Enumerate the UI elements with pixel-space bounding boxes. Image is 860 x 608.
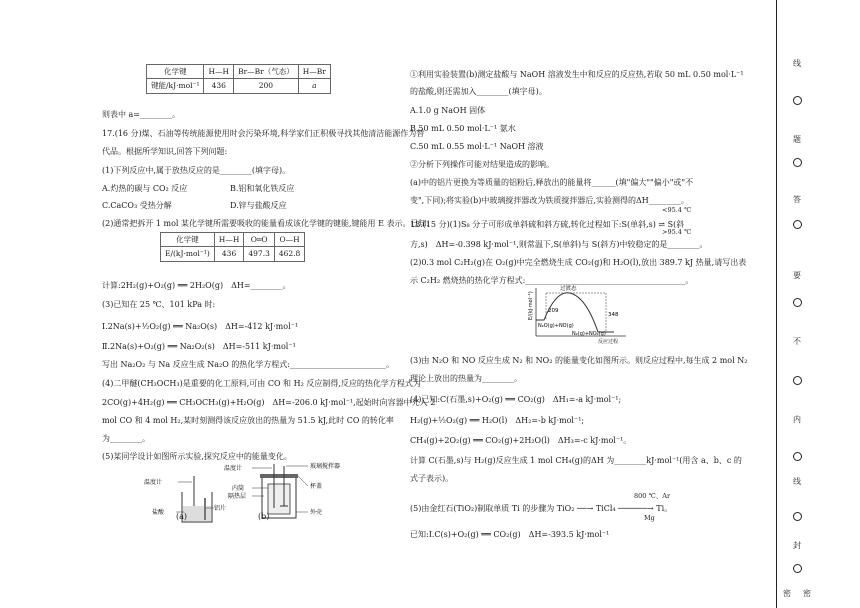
products-label: N₂(g)+NO₂(g) (572, 331, 606, 337)
label-hydrochloric-acid: 盐酸 (152, 509, 165, 516)
label-thermometer: 温度计 (224, 465, 243, 472)
text-line: 的盐酸,则还需加入________(填字母)。 (410, 87, 547, 96)
binding-hole (793, 298, 802, 307)
text-line: 示 C₂H₂ 燃烧热的热化学方程式:________________________________________。 (410, 276, 694, 285)
text-line: 为________。 (102, 434, 150, 443)
text-line: 则表中 a=________。 (102, 110, 181, 119)
label-inner-cup: 内筒 (232, 485, 245, 492)
figure-a-caption: (a) (176, 512, 188, 521)
bond-energy-table-2 (160, 232, 305, 262)
ea2-value-label: 348 (608, 312, 619, 318)
table2-header: O═O (244, 233, 274, 247)
equation-line: 计算:2H₂(g)+O₂(g) ══ 2H₂O(g) ΔH=________。 (102, 281, 291, 290)
equation-line: H₂(g)+½O₂(g) ══ H₂O(l) ΔH₂=-b kJ·mol⁻¹; (410, 416, 585, 425)
equation-line: (4)已知:C(石墨,s)+O₂(g) ══ CO₂(g) ΔH₁=-a kJ·mol⁻¹; (410, 395, 622, 404)
text-line: 计算 C(石墨,s)与 H₂(g)反应生成 1 mol CH₄(g)的ΔH 为________kJ·mol⁻¹(用含 a、b、c 的 (410, 456, 742, 465)
text-line: 写出 Na₂O₂ 与 Na 反应生成 Na₂O 的热化学方程式:________________________。 (102, 360, 394, 369)
binding-hole (793, 220, 802, 229)
option-c: C.CaCO₃ 受热分解 (102, 201, 172, 210)
option-d: D.锌与盐酸反应 (230, 201, 287, 210)
energy-profile-diagram (514, 284, 630, 344)
label-glass-stirrer: 玻璃搅拌器 (310, 463, 341, 470)
table1-cell: 436 (204, 79, 234, 93)
table2-row-label: E/(kJ·mol⁻¹) (161, 247, 215, 261)
table1-header: 化学键 (147, 65, 204, 79)
margin-char: 要 (793, 271, 801, 280)
table1-header: H—H (204, 65, 234, 79)
table2-header: O—H (274, 233, 304, 247)
question-18-heading: 18.(15 分)(1)S₈ 分子可形成单斜硫和斜方硫,转化过程如下:S(单斜,s) ⇌ S(斜 (410, 220, 685, 229)
text-line: 式子表示)。 (410, 474, 454, 483)
margin-char: 密 (783, 589, 791, 598)
text-line: ①利用实验装置(b)测定盐酸与 NaOH 溶液发生中和反应的反应热,若取 50 mL 0.50 mol·L⁻¹ (410, 70, 744, 79)
text-line: (5)由金红石(TiO₂)制取单质 Ti 的步骤为 TiO₂ ──→ TiCl₄ ──────→ Ti。 (410, 504, 673, 513)
question-17-heading: 17.(16 分)煤、石油等传统能源使用时会污染环境,科学家们正积极寻找其他清洁能源作为替 (102, 129, 425, 138)
ti-condition-top: 800 ℃、Ar (634, 492, 671, 500)
table2-cell: 436 (214, 247, 244, 261)
equation-line: CH₄(g)+2O₂(g) ══ CO₂(g)+2H₂O(l) ΔH₃=-c kJ·mol⁻¹。 (410, 436, 632, 445)
option-c: C.50 mL 0.55 mol·L⁻¹ NaOH 溶液 (410, 142, 544, 151)
text-line: mol CO 和 4 mol H₂,某时刻测得该反应放出的热量为 51.5 kJ,此时 CO 的转化率 (102, 416, 394, 425)
margin-char: 答 (793, 195, 801, 204)
reaction-progress-label: 反应过程 (598, 339, 619, 344)
text-line: (5)某同学设计如图所示实验,探究反应中的能量变化。 (102, 452, 292, 461)
label-outer-shell: 外壳 (310, 509, 323, 516)
margin-char: 封 (793, 541, 801, 550)
table1-row-label: 键能/kJ·mol⁻¹ (147, 79, 204, 93)
text-line: (3)由 N₂O 和 NO 反应生成 N₂ 和 NO₂ 的能量变化如图所示。则反应过程中,每生成 2 mol N₂ (410, 356, 748, 365)
binding-hole (793, 564, 802, 573)
text-line: (4)二甲醚(CH₃OCH₃)是重要的化工原料,可由 CO 和 H₂ 反应制得,反应的热化学方程式为 (102, 379, 421, 388)
equation-line: 已知:Ⅰ.C(s)+O₂(g) ══ CO₂(g) ΔH=-393.5 kJ·mol⁻¹ (410, 530, 610, 539)
margin-char: 内 (793, 415, 801, 424)
label-lid: 杯盖 (310, 483, 323, 490)
apparatus-b-figure (220, 462, 344, 522)
margin-char: 线 (793, 59, 801, 68)
figure-b-caption: (b) (258, 512, 270, 521)
text-line: 方,s) ΔH=-0.398 kJ·mol⁻¹,则常温下,S(单斜)与 S(斜方)中较稳定的是________。 (410, 240, 708, 249)
text-line: (2)通常把拆开 1 mol 某化学键所需要吸收的能量看成该化学键的键能,键能用 E 表示。已知: (102, 219, 430, 228)
bond-energy-table-1 (146, 64, 331, 94)
margin-char: 不 (793, 337, 801, 346)
text-line: 变",下同);将实验(b)中玻璃搅拌器改为铁质搅拌器后,实验测得的ΔH________。 (410, 196, 689, 205)
table2-header: H—H (214, 233, 244, 247)
option-b: B.铝和氧化铁反应 (230, 184, 295, 193)
table2-cell: 462.8 (274, 247, 304, 261)
condition-forward: <95.4 ℃ (662, 206, 692, 214)
table1-cell: 200 (234, 79, 299, 93)
binding-hole (793, 452, 802, 461)
label-thermometer: 温度计 (144, 479, 163, 486)
table1-header: Br—Br（气态） (234, 65, 299, 79)
label-aluminum-foil: 铝片 (214, 505, 226, 512)
binding-hole (793, 96, 802, 105)
option-b: B.50 mL 0.50 mol·L⁻¹ 氨水 (410, 124, 516, 133)
text-line: 代品。根据所学知识,回答下列问题: (102, 147, 228, 156)
margin-char: 密 (803, 589, 811, 598)
reactants-label: N₂O(g)+NO(g) (538, 323, 574, 329)
equation-line: Ⅰ.2Na(s)+½O₂(g) ══ Na₂O(s) ΔH=-412 kJ·mol⁻¹ (102, 322, 299, 331)
text-line: (1)下列反应中,属于放热反应的是________(填字母)。 (102, 166, 291, 175)
table1-header: H—Br (298, 65, 330, 79)
binding-hole (793, 512, 802, 521)
transition-state-label: 过渡态 (560, 286, 577, 292)
equation-line: 2CO(g)+4H₂(g) ══ CH₃OCH₃(g)+H₂O(g) ΔH=-206.0 kJ·mol⁻¹,起始时向容器中充入 2 (102, 398, 436, 407)
binding-margin (776, 0, 860, 608)
equation-line: Ⅱ.2Na(s)+O₂(g) ══ Na₂O₂(s) ΔH=-511 kJ·mol⁻¹ (102, 342, 296, 351)
table2-header: 化学键 (161, 233, 215, 247)
ti-condition-bottom: Mg (644, 514, 655, 522)
text-line: 理论上放出的热量为________。 (410, 374, 522, 383)
label-insulation: 隔热层 (228, 493, 247, 500)
text-line: ②分析下列操作可能对结果造成的影响。 (410, 160, 554, 169)
text-line: (3)已知在 25 ℃、101 kPa 时: (102, 300, 216, 309)
energy-axis-label: E/(kJ·mol⁻¹) (528, 291, 534, 320)
binding-hole (793, 376, 802, 385)
table2-cell: 497.3 (244, 247, 274, 261)
ea-value-label: 209 (548, 308, 559, 314)
option-a: A.灼热的碳与 CO₂ 反应 (102, 184, 188, 193)
table1-cell: a (298, 79, 330, 93)
text-line: (2)0.3 mol C₂H₂(g)在 O₂(g)中完全燃烧生成 CO₂(g)和 H₂O(l),放出 389.7 kJ 热量,请写出表 (410, 258, 747, 267)
option-a: A.1.0 g NaOH 固体 (410, 106, 486, 115)
text-line: (a)中的铝片更换为等质量的铝粉后,释放出的能量将______(填"偏大""偏小"或"不 (410, 178, 694, 187)
margin-char: 题 (793, 135, 801, 144)
margin-char: 线 (793, 477, 801, 486)
binding-hole (793, 158, 802, 167)
condition-reverse: >95.4 ℃ (662, 228, 692, 236)
